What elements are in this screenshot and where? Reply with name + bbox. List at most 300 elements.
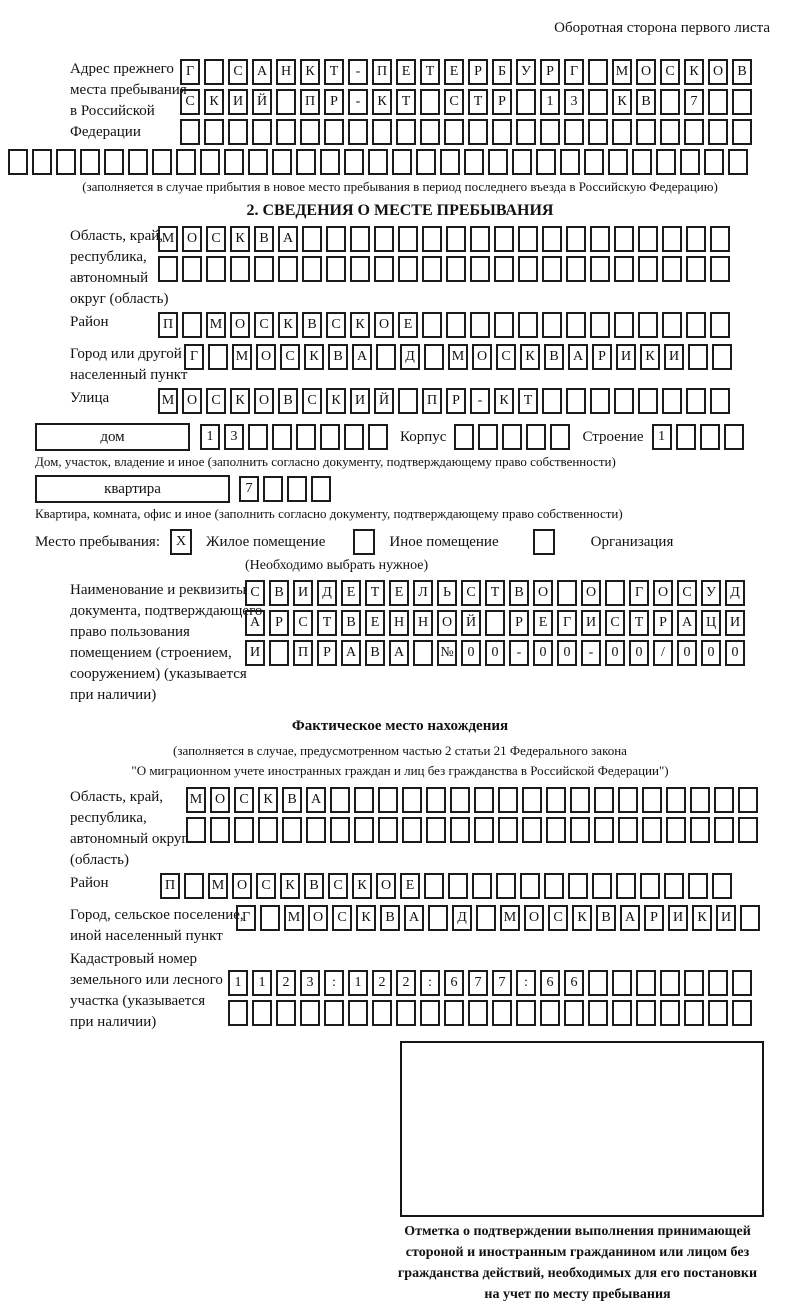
char-cell[interactable] [350,226,370,252]
char-cell[interactable]: С [206,388,226,414]
char-cell[interactable] [732,1000,752,1026]
char-cell[interactable] [498,817,518,843]
char-cell[interactable]: К [258,787,278,813]
char-cell[interactable] [686,388,706,414]
char-cell[interactable] [348,1000,368,1026]
char-cell[interactable] [398,256,418,282]
char-cell[interactable] [710,226,730,252]
char-cell[interactable] [392,149,412,175]
char-cell[interactable] [738,787,758,813]
char-cell[interactable] [368,424,388,450]
char-cell[interactable] [302,226,322,252]
char-cell[interactable]: / [653,640,673,666]
char-cell[interactable]: А [306,787,326,813]
char-cell[interactable]: С [660,59,680,85]
char-cell[interactable] [512,149,532,175]
char-cell[interactable] [450,787,470,813]
char-cell[interactable]: В [328,344,348,370]
char-cell[interactable] [588,119,608,145]
char-cell[interactable] [564,1000,584,1026]
char-cell[interactable] [152,149,172,175]
char-cell[interactable] [520,873,540,899]
char-cell[interactable]: Р [592,344,612,370]
char-cell[interactable] [636,970,656,996]
char-cell[interactable]: М [612,59,632,85]
char-cell[interactable] [540,119,560,145]
char-cell[interactable] [614,256,634,282]
char-cell[interactable]: В [278,388,298,414]
char-cell[interactable]: У [701,580,721,606]
char-cell[interactable] [474,787,494,813]
char-cell[interactable] [269,640,289,666]
char-cell[interactable]: О [182,388,202,414]
char-cell[interactable] [354,787,374,813]
checkbox-inoe[interactable] [353,529,375,555]
char-cell[interactable]: О [708,59,728,85]
char-cell[interactable]: А [389,640,409,666]
char-cell[interactable] [542,312,562,338]
char-cell[interactable]: Н [413,610,433,636]
char-cell[interactable]: К [494,388,514,414]
char-cell[interactable] [424,873,444,899]
char-cell[interactable] [618,787,638,813]
char-cell[interactable]: Е [400,873,420,899]
char-cell[interactable]: К [612,89,632,115]
char-cell[interactable]: Р [468,59,488,85]
char-cell[interactable]: 0 [629,640,649,666]
char-cell[interactable] [276,89,296,115]
char-cell[interactable] [478,424,498,450]
char-cell[interactable] [468,1000,488,1026]
char-cell[interactable] [546,787,566,813]
char-cell[interactable] [104,149,124,175]
char-cell[interactable]: С [245,580,265,606]
char-cell[interactable] [234,817,254,843]
char-cell[interactable]: Е [533,610,553,636]
char-cell[interactable]: С [302,388,322,414]
char-cell[interactable] [502,424,522,450]
char-cell[interactable] [636,119,656,145]
char-cell[interactable]: С [234,787,254,813]
char-cell[interactable] [248,424,268,450]
char-cell[interactable]: Н [389,610,409,636]
char-cell[interactable] [660,970,680,996]
char-cell[interactable] [230,256,250,282]
char-cell[interactable] [728,149,748,175]
char-cell[interactable] [708,89,728,115]
char-cell[interactable]: 2 [396,970,416,996]
char-cell[interactable] [422,256,442,282]
char-cell[interactable]: В [341,610,361,636]
char-cell[interactable]: Т [420,59,440,85]
char-cell[interactable] [662,388,682,414]
char-cell[interactable]: М [158,226,178,252]
char-cell[interactable]: В [254,226,274,252]
char-cell[interactable] [272,149,292,175]
char-cell[interactable]: С [548,905,568,931]
char-cell[interactable] [560,149,580,175]
char-cell[interactable] [224,149,244,175]
char-cell[interactable]: О [533,580,553,606]
char-cell[interactable] [542,388,562,414]
char-cell[interactable] [518,226,538,252]
char-cell[interactable]: Т [468,89,488,115]
char-cell[interactable] [248,149,268,175]
char-cell[interactable] [676,424,696,450]
char-cell[interactable] [708,970,728,996]
char-cell[interactable] [690,817,710,843]
char-cell[interactable] [494,256,514,282]
char-cell[interactable] [396,1000,416,1026]
char-cell[interactable] [444,1000,464,1026]
char-cell[interactable] [350,256,370,282]
char-cell[interactable] [228,1000,248,1026]
char-cell[interactable] [158,256,178,282]
char-cell[interactable]: К [204,89,224,115]
char-cell[interactable] [516,1000,536,1026]
char-cell[interactable]: О [437,610,457,636]
char-cell[interactable] [204,119,224,145]
char-cell[interactable] [584,149,604,175]
char-cell[interactable] [464,149,484,175]
char-cell[interactable] [732,970,752,996]
char-cell[interactable]: С [444,89,464,115]
char-cell[interactable] [446,256,466,282]
char-cell[interactable] [566,226,586,252]
char-cell[interactable]: К [280,873,300,899]
char-cell[interactable] [588,89,608,115]
char-cell[interactable]: Д [400,344,420,370]
char-cell[interactable]: Т [629,610,649,636]
char-cell[interactable] [557,580,577,606]
char-cell[interactable]: О [256,344,276,370]
char-cell[interactable] [378,787,398,813]
char-cell[interactable] [476,905,496,931]
char-cell[interactable] [326,226,346,252]
char-cell[interactable]: О [472,344,492,370]
char-cell[interactable] [522,787,542,813]
char-cell[interactable] [684,970,704,996]
char-cell[interactable] [348,119,368,145]
char-cell[interactable] [588,59,608,85]
char-cell[interactable]: К [304,344,324,370]
char-cell[interactable] [368,149,388,175]
char-cell[interactable]: 7 [492,970,512,996]
char-cell[interactable]: 2 [372,970,392,996]
char-cell[interactable] [440,149,460,175]
char-cell[interactable] [300,1000,320,1026]
char-cell[interactable] [714,787,734,813]
char-cell[interactable] [642,787,662,813]
char-cell[interactable] [376,344,396,370]
char-cell[interactable]: К [230,388,250,414]
char-cell[interactable]: К [326,388,346,414]
char-cell[interactable]: Р [324,89,344,115]
char-cell[interactable]: М [284,905,304,931]
char-cell[interactable] [428,905,448,931]
checkbox-zhiloe[interactable]: X [170,529,192,555]
char-cell[interactable]: С [254,312,274,338]
char-cell[interactable]: С [332,905,352,931]
char-cell[interactable] [374,226,394,252]
char-cell[interactable]: С [280,344,300,370]
char-cell[interactable] [684,119,704,145]
char-cell[interactable] [422,226,442,252]
char-cell[interactable] [422,312,442,338]
char-cell[interactable]: В [380,905,400,931]
char-cell[interactable]: А [252,59,272,85]
char-cell[interactable] [324,1000,344,1026]
char-cell[interactable] [204,59,224,85]
char-cell[interactable]: Й [252,89,272,115]
char-cell[interactable]: 1 [652,424,672,450]
char-cell[interactable] [550,424,570,450]
char-cell[interactable] [518,256,538,282]
char-cell[interactable] [588,1000,608,1026]
char-cell[interactable]: 1 [348,970,368,996]
char-cell[interactable]: 1 [252,970,272,996]
char-cell[interactable] [420,119,440,145]
char-cell[interactable]: Р [653,610,673,636]
char-cell[interactable] [536,149,556,175]
char-cell[interactable] [378,817,398,843]
char-cell[interactable]: В [302,312,322,338]
char-cell[interactable]: В [596,905,616,931]
char-cell[interactable] [80,149,100,175]
char-cell[interactable]: Р [509,610,529,636]
char-cell[interactable]: В [732,59,752,85]
char-cell[interactable] [638,312,658,338]
char-cell[interactable] [420,1000,440,1026]
char-cell[interactable] [680,149,700,175]
char-cell[interactable]: 1 [540,89,560,115]
char-cell[interactable]: А [245,610,265,636]
char-cell[interactable] [566,312,586,338]
char-cell[interactable]: 0 [557,640,577,666]
char-cell[interactable]: А [677,610,697,636]
char-cell[interactable]: Г [557,610,577,636]
char-cell[interactable]: И [664,344,684,370]
char-cell[interactable]: Е [444,59,464,85]
char-cell[interactable] [640,873,660,899]
char-cell[interactable]: О [182,226,202,252]
char-cell[interactable]: О [581,580,601,606]
char-cell[interactable]: М [448,344,468,370]
char-cell[interactable] [638,256,658,282]
char-cell[interactable] [710,388,730,414]
char-cell[interactable] [662,256,682,282]
char-cell[interactable] [714,817,734,843]
char-cell[interactable]: П [158,312,178,338]
char-cell[interactable] [446,226,466,252]
char-cell[interactable] [588,970,608,996]
char-cell[interactable]: 7 [239,476,259,502]
char-cell[interactable] [252,119,272,145]
char-cell[interactable] [712,873,732,899]
char-cell[interactable]: Л [413,580,433,606]
char-cell[interactable]: И [616,344,636,370]
char-cell[interactable] [296,424,316,450]
char-cell[interactable] [662,312,682,338]
char-cell[interactable] [446,312,466,338]
char-cell[interactable]: А [620,905,640,931]
char-cell[interactable] [590,256,610,282]
char-cell[interactable] [182,256,202,282]
char-cell[interactable] [594,787,614,813]
char-cell[interactable]: : [516,970,536,996]
char-cell[interactable]: В [304,873,324,899]
char-cell[interactable]: Т [485,580,505,606]
char-cell[interactable]: С [605,610,625,636]
char-cell[interactable] [228,119,248,145]
char-cell[interactable]: А [404,905,424,931]
char-cell[interactable] [56,149,76,175]
char-cell[interactable] [712,344,732,370]
char-cell[interactable] [454,424,474,450]
char-cell[interactable]: 1 [228,970,248,996]
char-cell[interactable]: П [422,388,442,414]
char-cell[interactable] [570,787,590,813]
char-cell[interactable] [374,256,394,282]
char-cell[interactable]: - [348,89,368,115]
char-cell[interactable] [564,119,584,145]
char-cell[interactable]: И [228,89,248,115]
char-cell[interactable]: Е [389,580,409,606]
char-cell[interactable] [496,873,516,899]
char-cell[interactable]: Т [396,89,416,115]
char-cell[interactable] [416,149,436,175]
char-cell[interactable] [638,226,658,252]
char-cell[interactable]: - [348,59,368,85]
char-cell[interactable]: О [210,787,230,813]
char-cell[interactable] [688,873,708,899]
char-cell[interactable] [470,256,490,282]
char-cell[interactable] [660,119,680,145]
char-cell[interactable] [402,787,422,813]
char-cell[interactable] [632,149,652,175]
char-cell[interactable] [200,149,220,175]
char-cell[interactable]: А [568,344,588,370]
char-cell[interactable] [276,119,296,145]
char-cell[interactable] [492,1000,512,1026]
char-cell[interactable]: М [186,787,206,813]
char-cell[interactable]: Й [461,610,481,636]
char-cell[interactable]: Е [365,610,385,636]
char-cell[interactable]: О [524,905,544,931]
char-cell[interactable]: 7 [468,970,488,996]
char-cell[interactable] [686,256,706,282]
char-cell[interactable]: С [293,610,313,636]
char-cell[interactable]: Р [317,640,337,666]
char-cell[interactable] [450,817,470,843]
char-cell[interactable] [662,226,682,252]
char-cell[interactable]: В [269,580,289,606]
char-cell[interactable]: К [684,59,704,85]
char-cell[interactable]: И [725,610,745,636]
char-cell[interactable] [708,119,728,145]
char-cell[interactable] [608,149,628,175]
char-cell[interactable] [498,787,518,813]
char-cell[interactable]: 0 [533,640,553,666]
char-cell[interactable] [590,226,610,252]
char-cell[interactable] [8,149,28,175]
char-cell[interactable] [372,119,392,145]
char-cell[interactable] [642,817,662,843]
char-cell[interactable]: Т [317,610,337,636]
char-cell[interactable]: Ц [701,610,721,636]
char-cell[interactable] [282,817,302,843]
char-cell[interactable] [287,476,307,502]
char-cell[interactable] [296,149,316,175]
char-cell[interactable] [180,119,200,145]
char-cell[interactable] [354,817,374,843]
char-cell[interactable]: Д [725,580,745,606]
char-cell[interactable] [660,1000,680,1026]
char-cell[interactable] [516,119,536,145]
char-cell[interactable] [590,388,610,414]
char-cell[interactable]: А [352,344,372,370]
char-cell[interactable] [252,1000,272,1026]
char-cell[interactable] [612,970,632,996]
char-cell[interactable] [472,873,492,899]
char-cell[interactable] [485,610,505,636]
char-cell[interactable]: С [180,89,200,115]
char-cell[interactable] [128,149,148,175]
char-cell[interactable] [494,226,514,252]
char-cell[interactable] [492,119,512,145]
char-cell[interactable]: 3 [300,970,320,996]
char-cell[interactable]: Г [564,59,584,85]
char-cell[interactable]: Р [540,59,560,85]
char-cell[interactable] [570,817,590,843]
char-cell[interactable] [566,388,586,414]
char-cell[interactable] [420,89,440,115]
char-cell[interactable]: : [420,970,440,996]
char-cell[interactable]: А [341,640,361,666]
char-cell[interactable] [311,476,331,502]
char-cell[interactable]: В [365,640,385,666]
char-cell[interactable] [612,1000,632,1026]
char-cell[interactable]: В [544,344,564,370]
char-cell[interactable]: С [496,344,516,370]
char-cell[interactable]: С [328,873,348,899]
char-cell[interactable] [276,1000,296,1026]
char-cell[interactable]: 2 [276,970,296,996]
char-cell[interactable] [324,119,344,145]
char-cell[interactable] [184,873,204,899]
char-cell[interactable] [278,256,298,282]
char-cell[interactable]: И [716,905,736,931]
char-cell[interactable] [542,256,562,282]
char-cell[interactable]: 0 [701,640,721,666]
char-cell[interactable]: Т [365,580,385,606]
char-cell[interactable]: М [232,344,252,370]
char-cell[interactable] [704,149,724,175]
char-cell[interactable]: К [230,226,250,252]
char-cell[interactable] [260,905,280,931]
char-cell[interactable]: К [352,873,372,899]
char-cell[interactable]: - [581,640,601,666]
char-cell[interactable] [494,312,514,338]
char-cell[interactable] [614,388,634,414]
char-cell[interactable]: М [208,873,228,899]
char-cell[interactable] [518,312,538,338]
char-cell[interactable] [666,817,686,843]
char-cell[interactable]: И [668,905,688,931]
char-cell[interactable]: 1 [200,424,220,450]
char-cell[interactable]: К [372,89,392,115]
char-cell[interactable]: Р [446,388,466,414]
